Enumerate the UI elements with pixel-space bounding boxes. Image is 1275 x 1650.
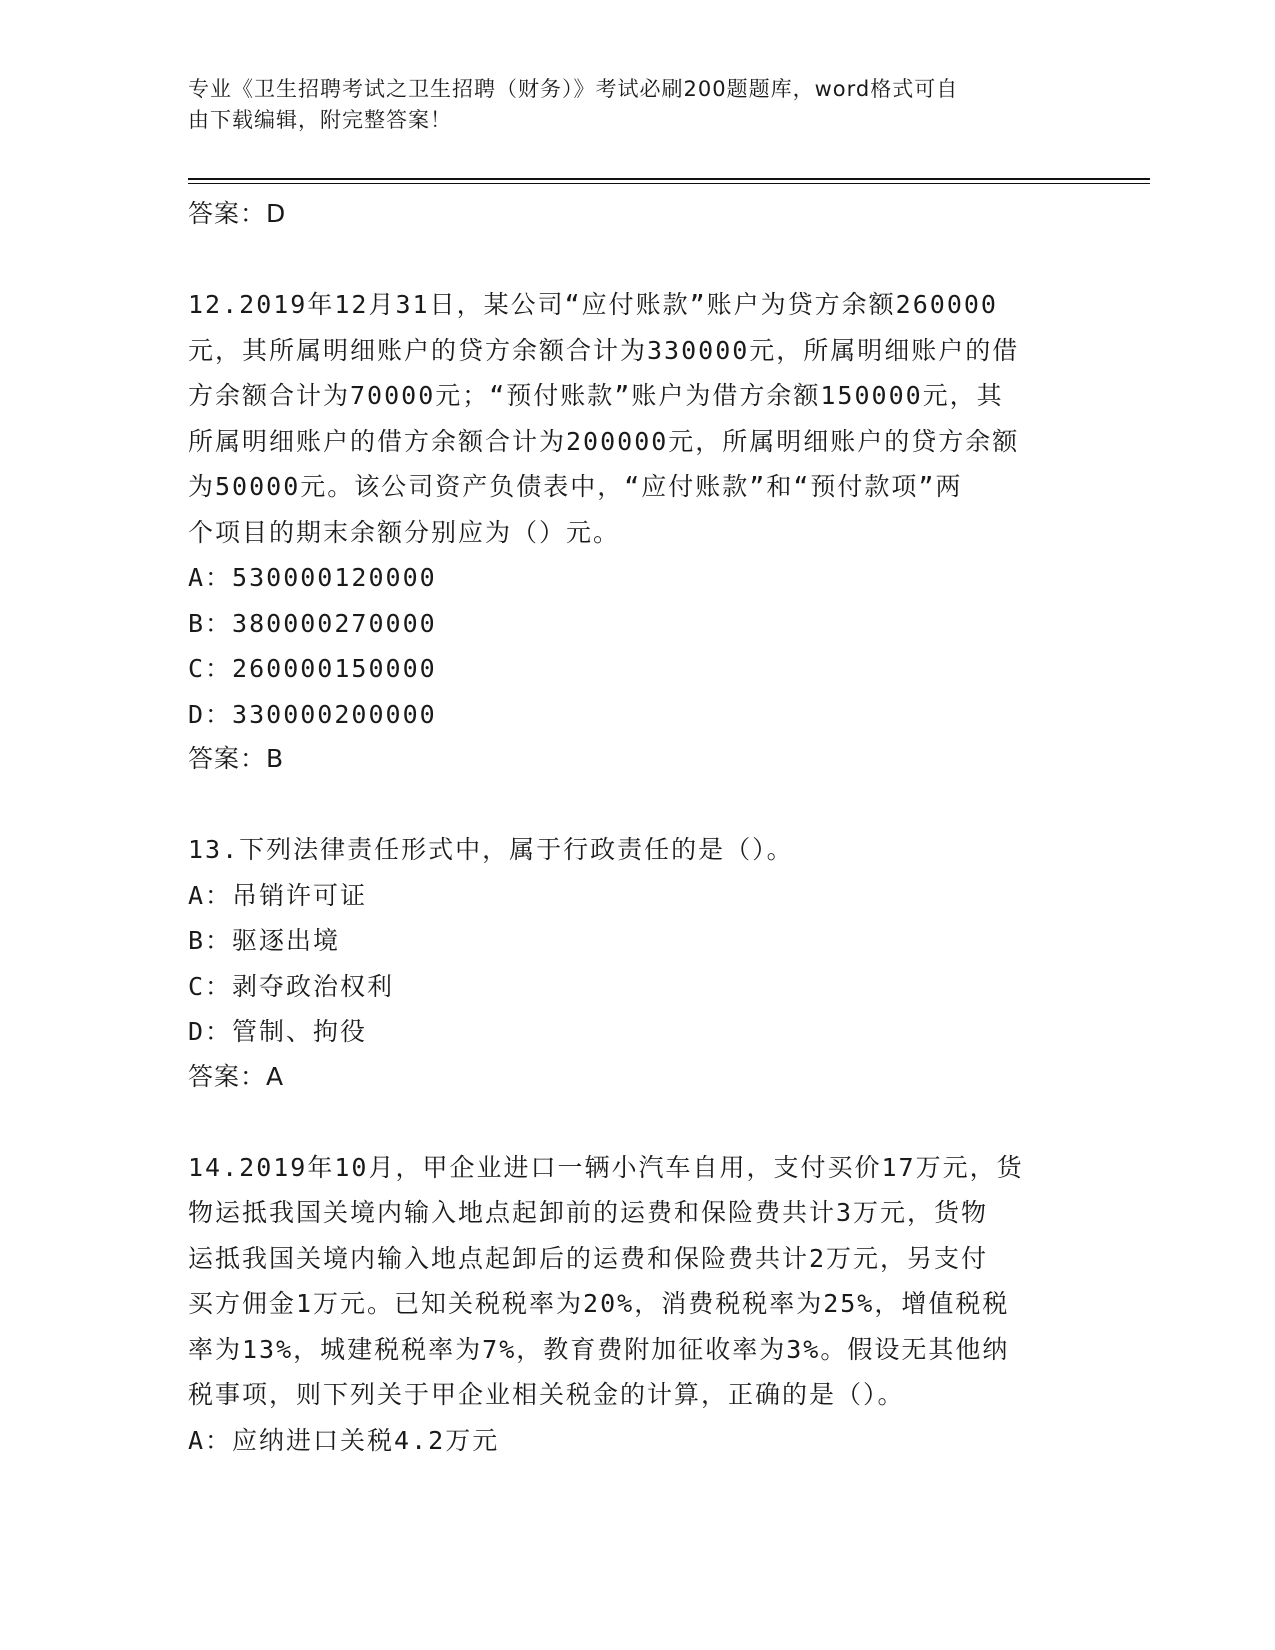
header-line-2: 由下载编辑，附完整答案！ <box>188 108 452 132</box>
question-stem-line: 物运抵我国关境内输入地点起卸前的运费和保险费共计3万元，货物 <box>188 1198 989 1227</box>
option-c: C：260000150000 <box>188 654 437 683</box>
option-b: B：380000270000 <box>188 608 437 638</box>
option-a: A：吊销许可证 <box>188 880 368 910</box>
answer: 答案：A <box>188 1061 285 1091</box>
question-stem-line: 13.下列法律责任形式中，属于行政责任的是（）。 <box>188 835 794 864</box>
question-stem-line: 个项目的期末余额分别应为（）元。 <box>188 517 621 547</box>
page-header <box>188 74 1068 136</box>
header-rule-thick <box>188 178 1150 180</box>
question-stem-line: 方余额合计为70000元；“预付账款”账户为借方余额150000元，其 <box>188 381 1004 410</box>
option-a: A：530000120000 <box>188 563 437 592</box>
question-stem-line: 运抵我国关境内输入地点起卸后的运费和保险费共计2万元，另支付 <box>188 1243 989 1273</box>
header-rule-thin <box>188 183 1150 184</box>
document-body <box>188 192 1088 1463</box>
option-d: D：330000200000 <box>188 699 437 729</box>
question-stem-line: 买方佣金1万元。已知关税税率为20%，消费税税率为25%，增值税税 <box>188 1289 1010 1318</box>
question-stem-line: 元，其所属明细账户的贷方余额合计为330000元，所属明细账户的借 <box>188 335 1020 365</box>
question-stem-line: 所属明细账户的借方余额合计为200000元，所属明细账户的贷方余额 <box>188 426 1020 456</box>
question-stem-line: 14.2019年10月，甲企业进口一辆小汽车自用，支付买价17万元，货 <box>188 1152 1024 1182</box>
question-stem-line: 率为13%，城建税税率为7%，教育费附加征收率为3%。假设无其他纳 <box>188 1334 1010 1364</box>
answer: 答案：B <box>188 744 285 773</box>
question-stem-line: 为50000元。该公司资产负债表中，“应付账款”和“预付款项”两 <box>188 472 963 501</box>
question-12 <box>188 282 1088 781</box>
option-c: C：剥夺政治权利 <box>188 971 395 1001</box>
previous-answer: 答案：D <box>188 199 287 228</box>
option-b: B：驱逐出境 <box>188 926 341 955</box>
option-d: D：管制、拘役 <box>188 1017 368 1046</box>
header-line-1: 专业《卫生招聘考试之卫生招聘（财务）》考试必刷200题题库，word格式可自 <box>188 77 959 101</box>
question-stem-line: 12.2019年12月31日，某公司“应付账款”账户为贷方余额260000 <box>188 290 998 319</box>
question-13 <box>188 827 1088 1099</box>
option-a: A：应纳进口关税4.2万元 <box>188 1425 500 1455</box>
question-14 <box>188 1145 1088 1464</box>
question-stem-line: 税事项，则下列关于甲企业相关税金的计算，正确的是（）。 <box>188 1380 905 1409</box>
